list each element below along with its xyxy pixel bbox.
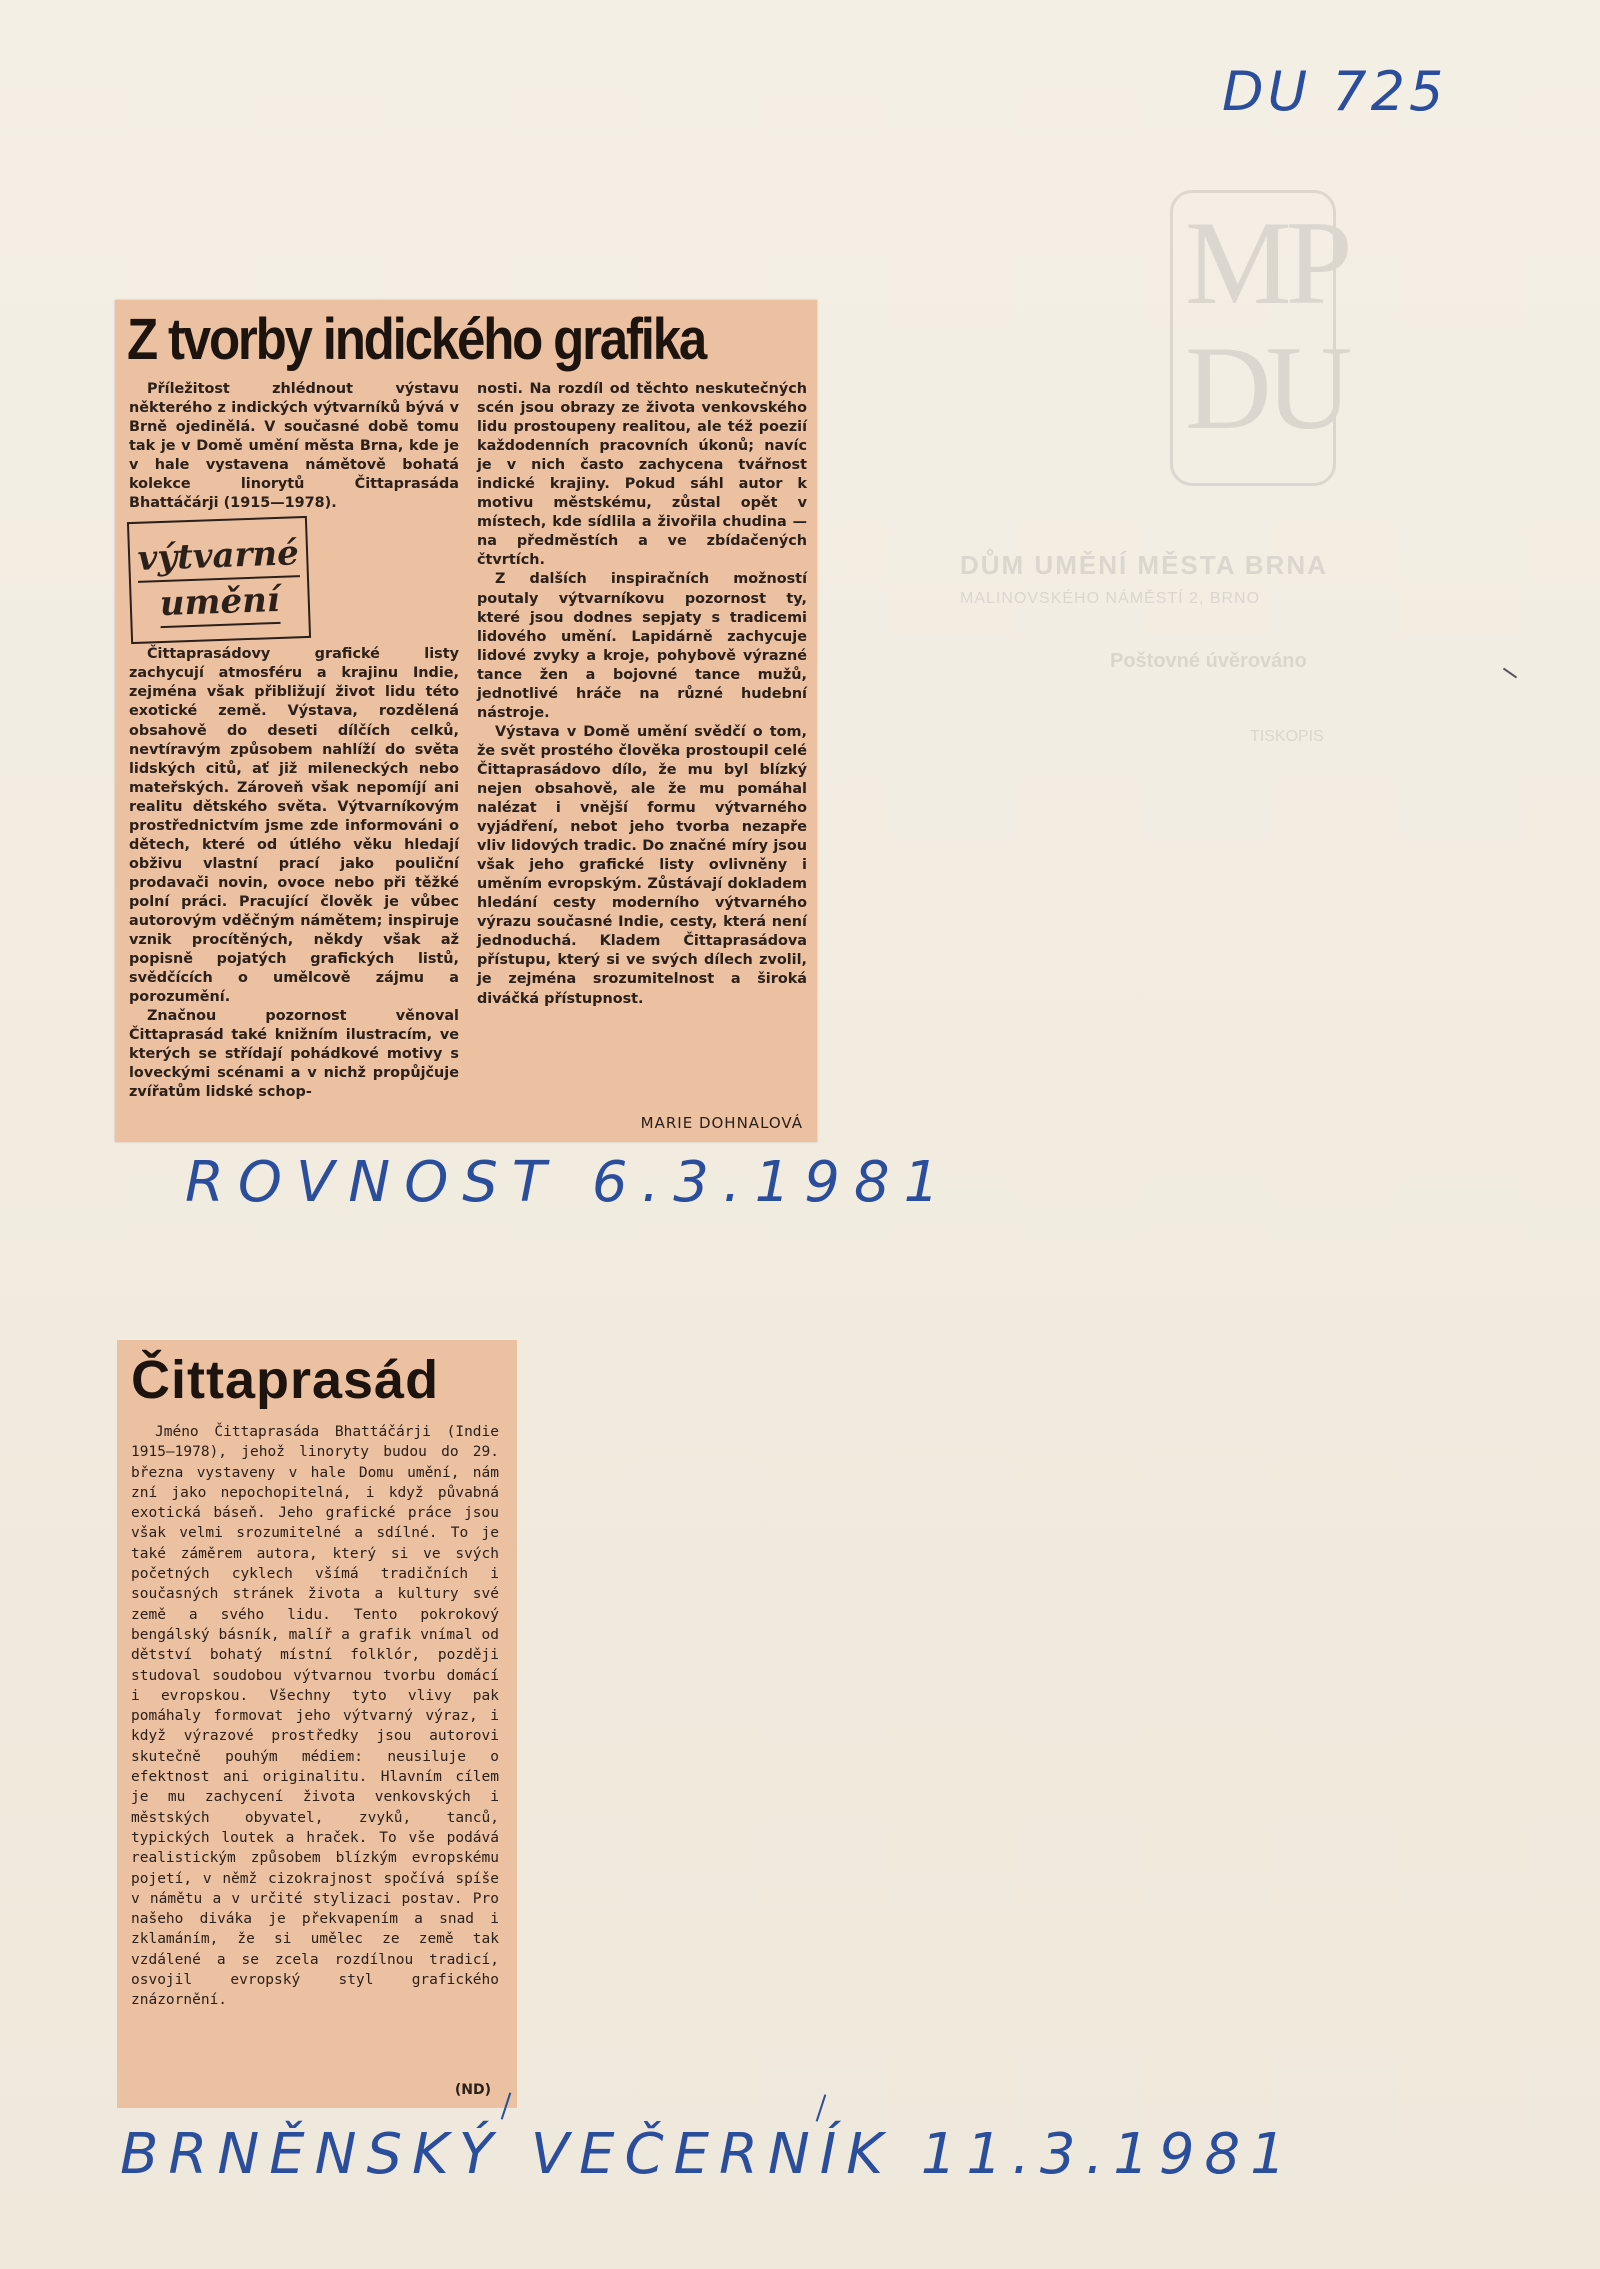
- pencil-mark: [1503, 668, 1517, 679]
- letterhead-line-4: TISKOPIS: [1250, 728, 1324, 745]
- article-author: MARIE DOHNALOVÁ: [640, 1114, 803, 1132]
- archive-code: DU 725: [1222, 60, 1448, 123]
- newspaper-clipping-rovnost: [115, 300, 817, 1142]
- handwritten-source-rovnost: ROVNOST 6.3.1981: [185, 1150, 954, 1215]
- article-signature: (ND): [454, 2082, 491, 2098]
- article-paragraph: [129, 513, 459, 1007]
- clipping-headline: Čittaprasád: [131, 1350, 440, 1410]
- article-paragraph: Jméno Čittaprasáda Bhattáčárji (Indie 1915—1978), jehož linoryty budou do 29. března vystaveny v hale Domu umění, nám zní jako nepochopitelná, i když půvabná exotická báseň. Jeho grafické práce jsou však velmi srozumitelné a sdílné. To je také záměrem autora, který si ve svých početných cyklech všímá tradičních i současných stránek života a kultury své země a svého lidu. Tento pokrokový bengálský básník, malíř a grafik vnímal od dětství bohatý místní folklór, později studoval soudobou výtvarnou tvorbu domácí i evropskou. Všechny tyto vlivy pak pomáhaly formovat jeho výtvarný výraz, i když výrazové prostředky jsou autorovi skutečně pouhým médiem: neusiluje o efektnost ani originalitu. Hlavním cílem je mu zachycení života venkovských i městských obyvatel, zvyků, tanců, typických loutek a hraček. To vše podává realistickým způsobem blízkým evropskému pojetí, v němž cizokrajnost spočívá spíše v námětu a v určité stylizaci postav. Pro našeho diváka je překvapením a snad i zklamáním, že si umělec ze země tak vzdálené a se zcela rozdílnou tradicí, osvojil evropský styl grafického znázornění.: [131, 1424, 499, 2009]
- handwritten-source-vecernik: BRNĚNSKÝ VEČERNÍK 11.3.1981: [120, 2122, 1296, 2187]
- article-paragraph: Z dalších inspiračních možností poutaly výtvarníkovu pozornost ty, které jsou dodnes sepjaty s tradicemi lidového umění. Lapidárně zachycuje lidové zvyky a kroje, pohybově výrazné tance žen a bojovné tance mužů, jednotlivé hráče na různé hudební nástroje.: [477, 571, 807, 721]
- pen-tick: [816, 2094, 827, 2121]
- letterhead-line-3: Poštovné úvěrováno: [1110, 650, 1307, 672]
- article-paragraph-text: Čittaprasádovy grafické listy zachycují atmosféru a krajinu Indie, zejména však přibližují život lidu této exotické země. Výstava, rozdělená obsahově do deseti dílčích celků, nevtíravým způsobem nahlíží do světa lidských citů, ať již mileneckých nebo mateřských. Zároveň však nepomíjí ani realitu dětského světa. Výtvarníkovým prostřednictvím jsme zde informováni o dětech, které od útlého věku hledají obživu vlastní prací jako pouliční prodavači novin, ovoce nebo při těžké polní práci. Pracující člověk je vůbec autorovým vděčným námětem; inspiruje vznik procítěných, někdy však až popisně pojatých grafických listů, svědčících o umělcově zájmu a porozumění.: [129, 646, 459, 1006]
- article-body: [131, 1422, 499, 2011]
- article-paragraph: nosti. Na rozdíl od těchto neskutečných scén jsou obrazy ze života venkovského lidu prostoupeny realitou, ale též poezií každodenních pracovních úkonů; navíc je v nich často zachycena tvářnost indické krajiny. Pokud sáhl autor k motivu městskému, zůstal opět v místech, kde sídlila a živořila chudina — na předměstích a ve zbídačených čtvrtích.: [477, 381, 807, 569]
- article-paragraph: Značnou pozornost věnoval Čittaprasád také knižním ilustracím, ve kterých se střídají pohádkové motivy s loveckými scénami a v nichž propůjčuje zvířatům lidské schop-: [129, 1008, 459, 1101]
- rubric-word-2: umění: [159, 578, 281, 628]
- rubric-word-1: výtvarné: [137, 532, 300, 584]
- article-column-2: [477, 380, 807, 1009]
- rubric-badge: [127, 516, 311, 644]
- article-paragraph: Příležitost zhlédnout výstavu některého z indických výtvarníků bývá v Brně ojedinělá. V současné době tomu tak je v Domě umění města Brna, kde je v hale vystavena námětově bohatá kolekce linorytů Čittaprasáda Bhattáčárji (1915—1978).: [129, 381, 459, 512]
- logo-mark: MP DU: [1185, 196, 1347, 454]
- letterhead-line-2: MALINOVSKÉHO NÁMĚSTÍ 2, BRNO: [960, 590, 1261, 607]
- article-paragraph: Výstava v Domě umění svědčí o tom, že svět prostého člověka prostoupil celé Čittaprasádovo dílo, že mu byl blízký nejen obsahově, ale že mu pomáhal nalézat i vnější formu výtvarného vyjádření, nebot jeho tvorba nezapře vliv lidových tradic. Do značné míry jsou však jeho grafické listy ovlivněny i uměním evropským. Zůstávají dokladem hledání cesty moderního výtvarného výrazu současné Indie, cesty, která není jednoduchá. Kladem Čittaprasádova přístupu, který si ve svých dílech zvolil, je zejména srozumitelnost a široká diváčká přístupnost.: [477, 723, 807, 1007]
- clipping-headline: Z tvorby indického grafika: [127, 307, 706, 372]
- article-column-1: [129, 380, 459, 1102]
- letterhead-showthrough: [960, 180, 1480, 800]
- letterhead-line-1: DŮM UMĚNÍ MĚSTA BRNA: [960, 550, 1328, 580]
- newspaper-clipping-vecernik: [117, 1340, 517, 2108]
